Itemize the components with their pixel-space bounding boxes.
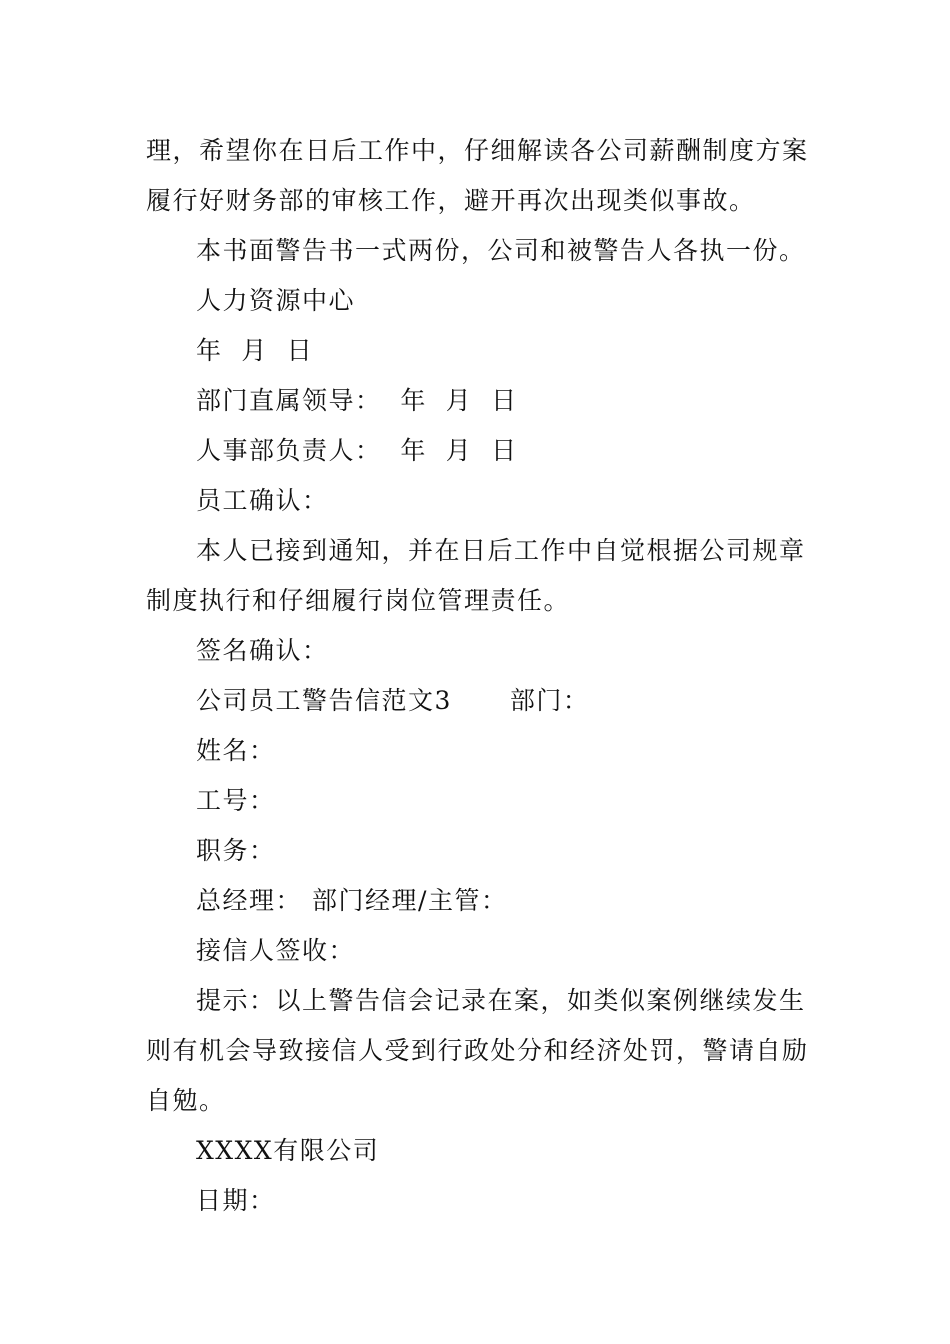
hr-head-line: 人事部负责人： 年 月 日 — [196, 436, 518, 465]
tip-paragraph: 提示：以上警告信会记录在案，如类似案例继续发生则有机会导致接信人受到行政处分和经济处罚，警请自励自勉。 — [146, 986, 809, 1115]
receiver-sign-label: 接信人签收： — [196, 936, 356, 965]
staff-number-label: 工号： — [196, 786, 276, 815]
template-title: 公司员工警告信范文3 — [196, 686, 452, 715]
signature-confirm-label: 签名确认： — [196, 636, 329, 665]
department-leader-line: 部门直属领导： 年 月 日 — [196, 386, 518, 415]
issuer-date: 年 月 日 — [196, 336, 314, 365]
position-label: 职务： — [196, 836, 276, 865]
manager-signature-line — [146, 876, 816, 926]
general-manager-label: 总经理： — [196, 886, 303, 915]
company-name: XXXX有限公司 — [196, 1136, 380, 1165]
paragraph-copies: 本书面警告书一式两份，公司和被警告人各执一份。 — [196, 236, 806, 265]
department-manager-label: 部门经理/主管： — [312, 886, 508, 915]
name-field-label: 姓名： — [196, 736, 276, 765]
date-label: 日期： — [196, 1186, 276, 1215]
issuer-hr-center: 人力资源中心 — [196, 286, 356, 315]
document-body — [146, 126, 816, 1226]
employee-acknowledgement: 本人已接到通知，并在日后工作中自觉根据公司规章制度执行和仔细履行岗位管理责任。 — [146, 536, 806, 615]
department-label: 部门： — [509, 686, 590, 715]
employee-confirm-label: 员工确认： — [196, 486, 329, 515]
template-title-line — [146, 676, 816, 726]
paragraph-continuation: 理，希望你在日后工作中，仔细解读各公司薪酬制度方案履行好财务部的审核工作，避开再次出现类似事故。 — [146, 136, 809, 215]
